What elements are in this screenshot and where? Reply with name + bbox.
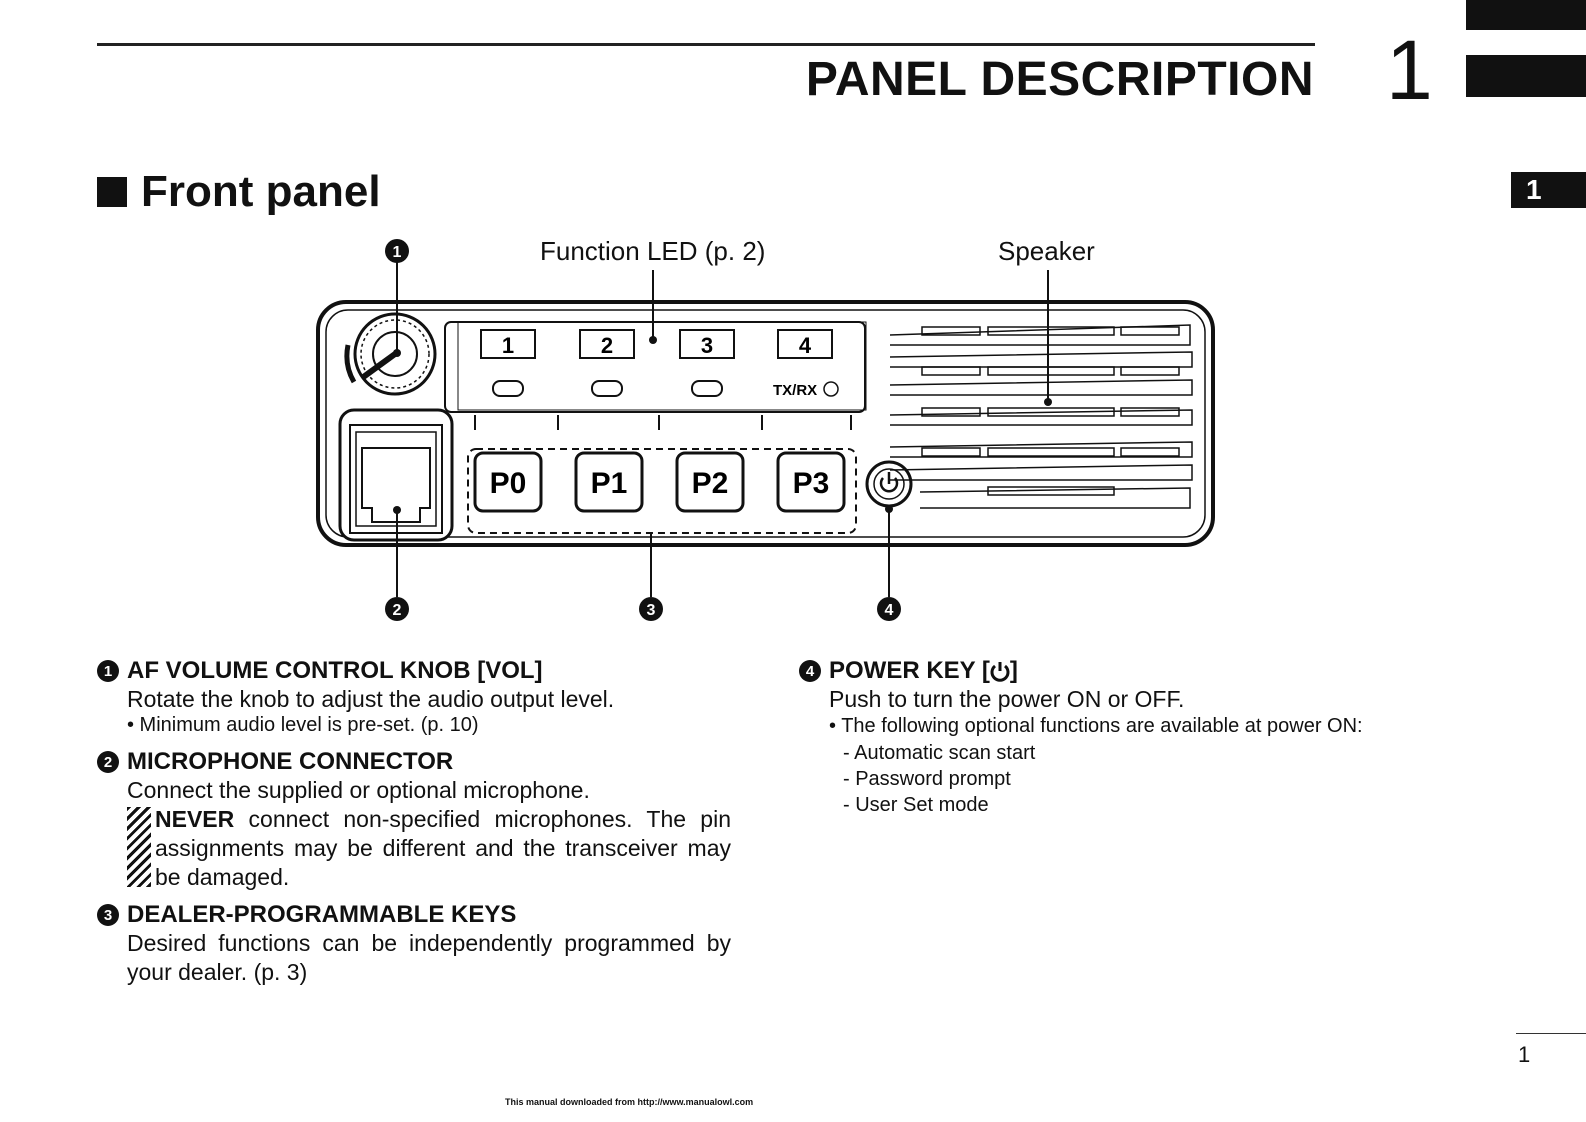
vol-heading-text: AF VOLUME CONTROL KNOB [VOL]	[127, 657, 543, 684]
mic-heading	[97, 748, 453, 776]
section-title-text: Front panel	[141, 167, 381, 216]
badge-3: 3	[97, 904, 119, 926]
function-led-label: Function LED (p. 2)	[540, 236, 766, 266]
warning-text: connect non-specified microphones. The pin assignments may be different and the transceiver may be damaged.	[155, 806, 731, 890]
power-sub-item: - Password prompt	[843, 768, 1011, 790]
keys-text: Desired functions can be independently programmed by your dealer. (p. 3)	[127, 930, 731, 985]
power-heading	[799, 657, 1018, 685]
svg-text:4: 4	[884, 602, 894, 619]
badge-1: 1	[97, 660, 119, 682]
callout-4	[877, 597, 901, 621]
power-text: Push to turn the power ON or OFF.	[829, 686, 1185, 712]
vol-heading	[97, 657, 543, 685]
program-key-p2: P2	[691, 467, 729, 500]
mic-text: Connect the supplied or optional microphone.	[127, 777, 590, 803]
speaker-label: Speaker	[998, 236, 1095, 266]
power-sub-item: - Automatic scan start	[843, 742, 1036, 764]
warning-strong: NEVER	[155, 806, 235, 832]
warning-hatch-icon	[127, 807, 151, 887]
badge-4: 4	[799, 660, 821, 682]
power-symbol-icon	[990, 660, 1010, 682]
footer-rule	[1516, 1033, 1586, 1034]
svg-text:2: 2	[392, 602, 402, 619]
power-heading-end: ]	[1009, 657, 1018, 684]
led-key-3: 3	[700, 333, 714, 358]
callout-2	[385, 597, 409, 621]
led-key-4: 4	[798, 333, 812, 358]
mic-heading-text: MICROPHONE CONNECTOR	[127, 748, 454, 775]
power-bullet: • The following optional functions are available at power ON:	[829, 715, 1363, 737]
led-key-1: 1	[501, 333, 515, 358]
led-key-2: 2	[600, 333, 614, 358]
side-chapter-tab: 1	[1511, 172, 1586, 208]
program-key-p1: P1	[590, 467, 628, 500]
program-key-p0: P0	[489, 467, 527, 500]
vol-text: Rotate the knob to adjust the audio output level.	[127, 686, 615, 712]
svg-text:1: 1	[392, 244, 402, 261]
power-sub-item: - User Set mode	[843, 794, 989, 816]
chapter-title: PANEL DESCRIPTION	[805, 53, 1314, 106]
page-number: 1	[1518, 1042, 1531, 1067]
keys-heading	[97, 901, 516, 929]
vol-bullet: • Minimum audio level is pre-set. (p. 10)	[127, 714, 479, 736]
callout-3	[639, 597, 663, 621]
svg-text:3: 3	[646, 602, 656, 619]
badge-2: 2	[97, 751, 119, 773]
chapter-number: 1	[1386, 23, 1433, 117]
callout-1	[385, 239, 409, 263]
download-note: This manual downloaded from http://www.manualowl.com	[505, 1097, 754, 1107]
keys-heading-text: DEALER-PROGRAMMABLE KEYS	[127, 901, 517, 928]
power-key-icon	[867, 462, 911, 506]
program-key-p3: P3	[792, 467, 830, 500]
power-heading-text: POWER KEY [	[829, 657, 990, 684]
mic-warning	[155, 805, 731, 892]
txrx-label: TX/RX	[773, 382, 818, 399]
